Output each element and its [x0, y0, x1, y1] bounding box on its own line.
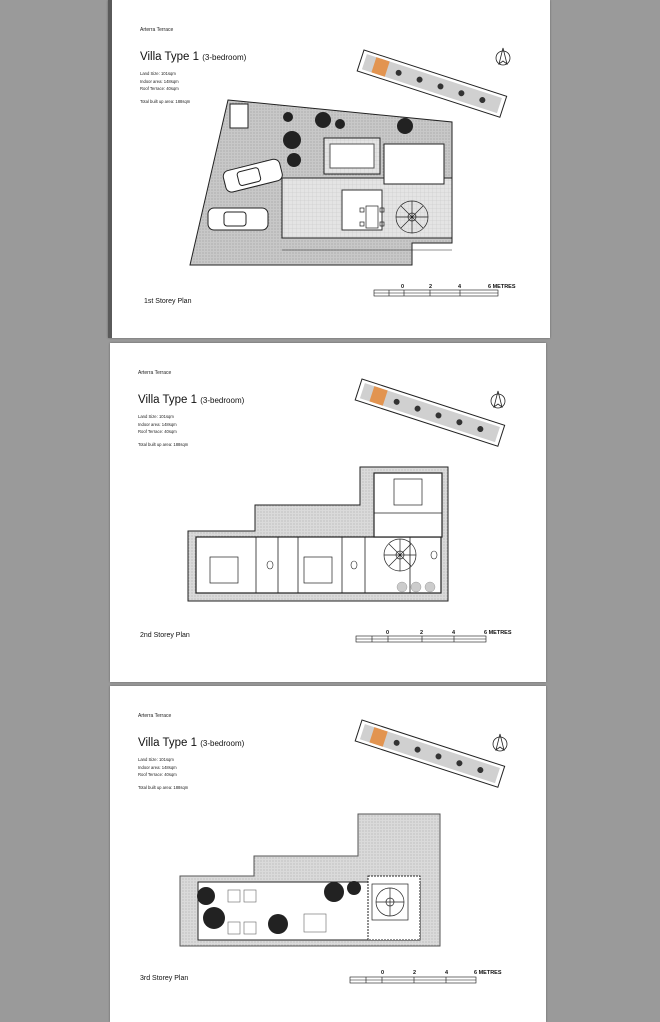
- scale-0: 0: [386, 630, 390, 636]
- scale-6-metres: 6 METRES: [488, 284, 516, 290]
- villa-title-main: Villa Type 1: [138, 737, 198, 749]
- plan-label: 3rd Storey Plan: [140, 975, 189, 982]
- scale-6-metres: 6 METRES: [474, 970, 502, 976]
- villa-title-sub: (3-bedroom): [200, 396, 245, 405]
- project-name: Arterra Terrace: [138, 713, 172, 719]
- indoor-area: Indoor area: 148sqm: [140, 78, 179, 84]
- scale-0: 0: [401, 284, 405, 290]
- plan-label: 1st Storey Plan: [144, 298, 192, 305]
- land-size: Land Size: 101sqm: [140, 71, 176, 76]
- project-name: Arterra Terrace: [140, 27, 174, 33]
- scale-0: 0: [381, 970, 385, 976]
- land-size: Land Size: 101sqm: [138, 757, 174, 762]
- villa-title-sub: (3-bedroom): [202, 53, 247, 62]
- scale-4: 4: [445, 970, 449, 976]
- villa-title-main: Villa Type 1: [138, 394, 198, 406]
- plan-label: 2nd Storey Plan: [140, 632, 190, 639]
- total-area: Total built up area: 188sqm: [138, 441, 189, 447]
- villa-title-main: Villa Type 1: [140, 51, 200, 63]
- scale-2: 2: [429, 284, 433, 290]
- project-name: Arterra Terrace: [138, 370, 172, 376]
- roof-terrace: Roof Terrace: 40sqm: [138, 772, 177, 777]
- total-area: Total built up area: 188sqm: [140, 98, 191, 104]
- land-size: Land Size: 101sqm: [138, 414, 174, 419]
- scale-4: 4: [458, 284, 462, 290]
- indoor-area: Indoor area: 148sqm: [138, 764, 177, 770]
- scale-2: 2: [420, 630, 424, 636]
- indoor-area: Indoor area: 148sqm: [138, 421, 177, 427]
- document-page-2: [110, 343, 546, 682]
- roof-terrace: Roof Terrace: 40sqm: [140, 86, 179, 91]
- document-page-3: [110, 686, 546, 1022]
- scale-6-metres: 6 METRES: [484, 630, 512, 636]
- villa-title-sub: (3-bedroom): [200, 739, 245, 748]
- scale-4: 4: [452, 630, 456, 636]
- scale-2: 2: [413, 970, 417, 976]
- roof-terrace: Roof Terrace: 40sqm: [138, 429, 177, 434]
- scale-bar: [112, 0, 550, 338]
- document-page-1: [108, 0, 550, 338]
- total-area: Total built up area: 188sqm: [138, 784, 189, 790]
